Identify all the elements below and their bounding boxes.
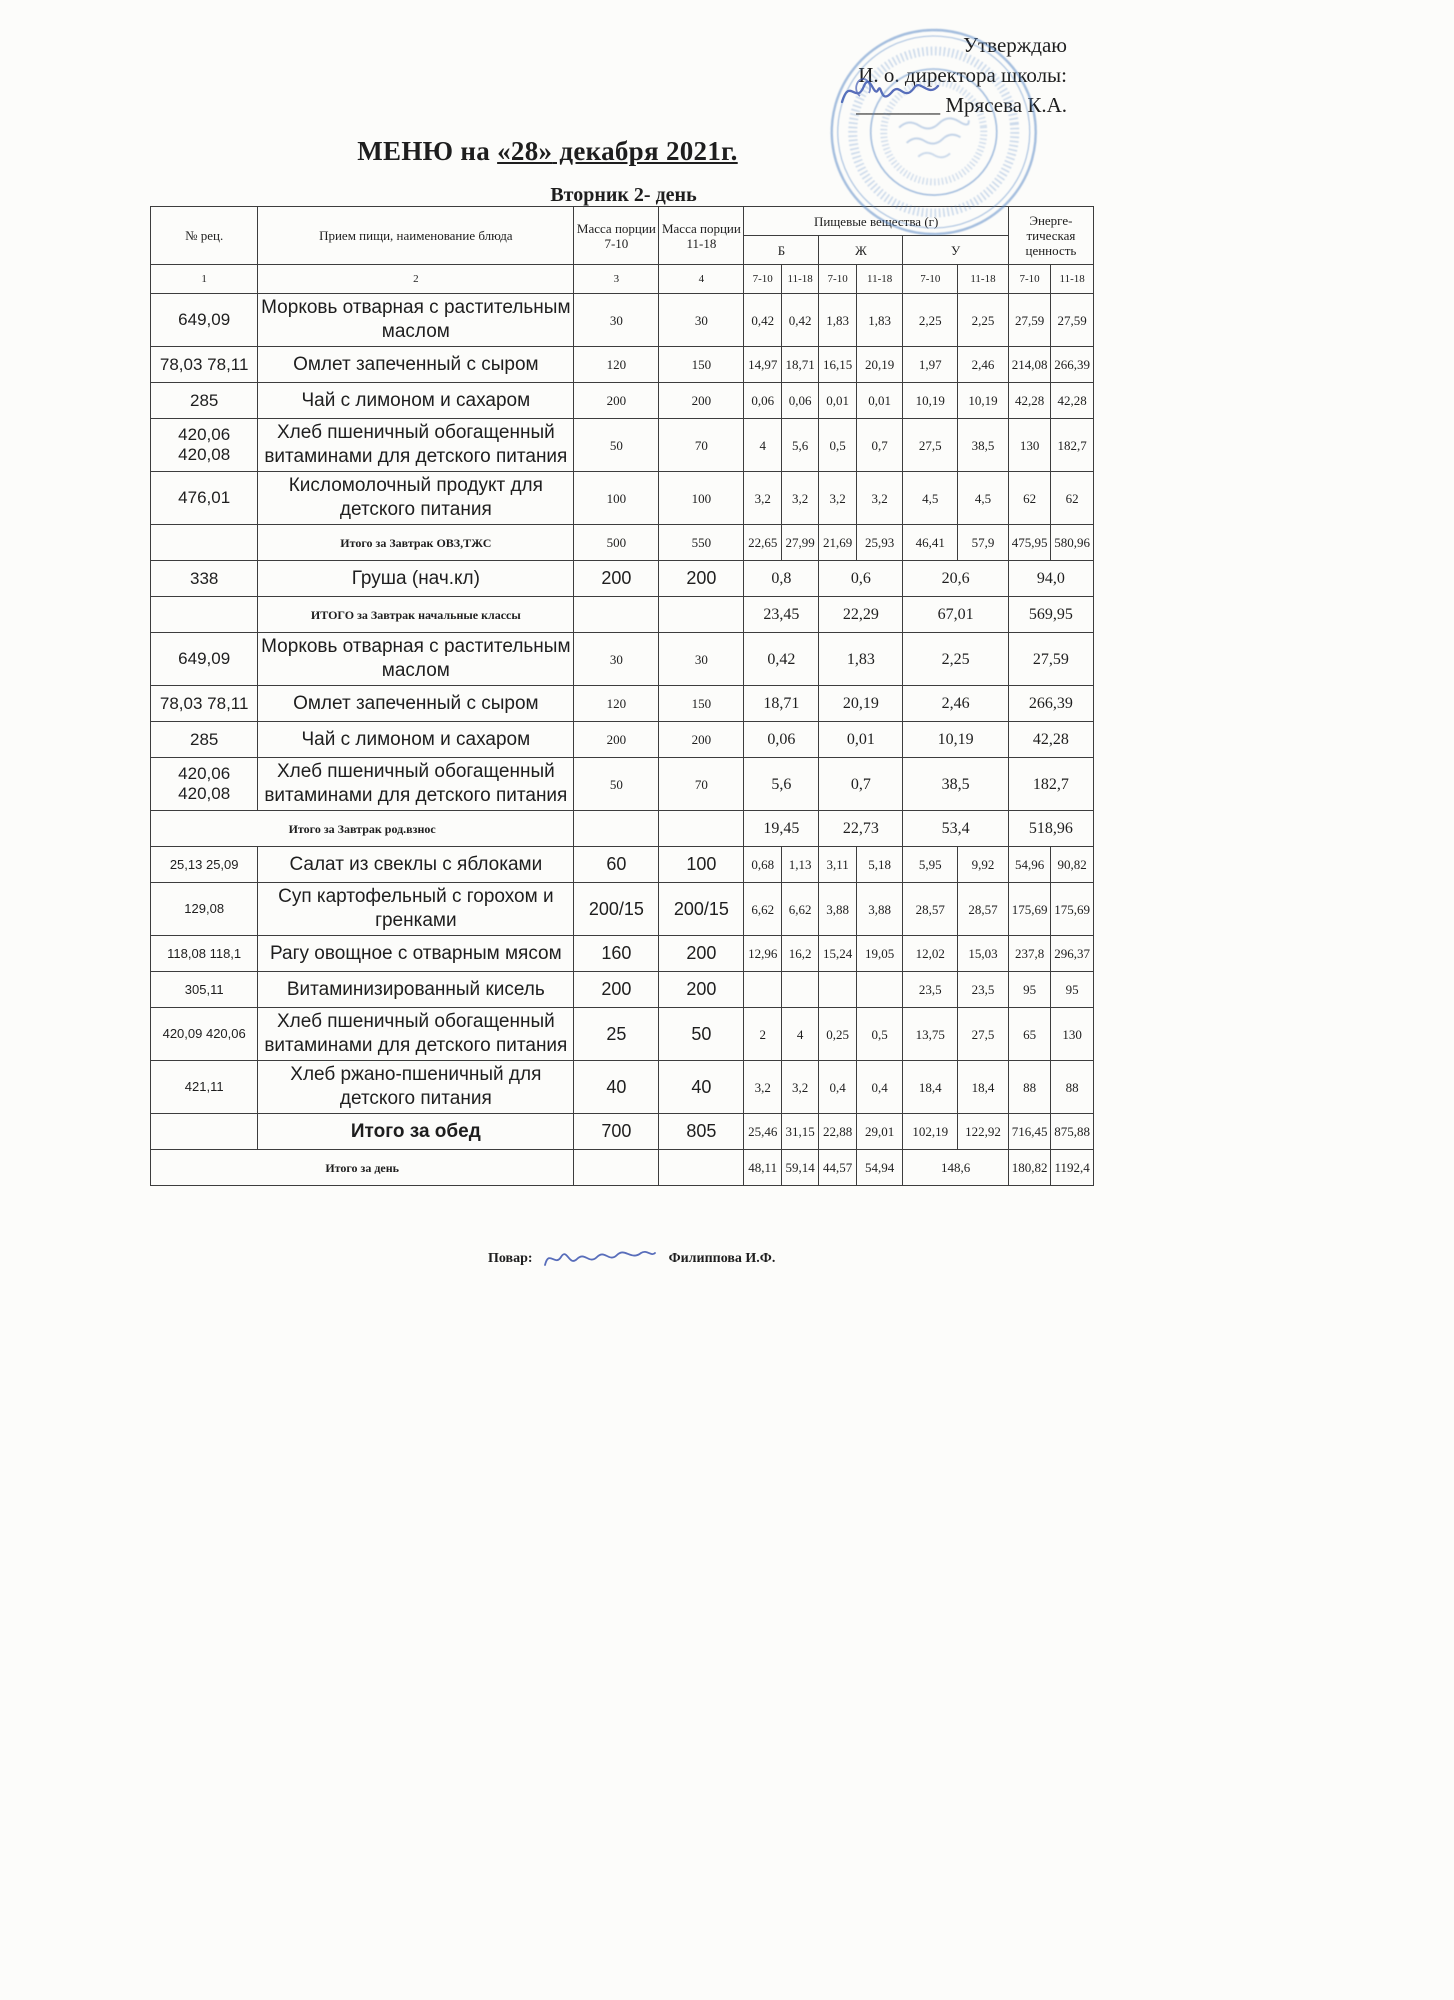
table-cell: 700 (574, 1114, 659, 1150)
table-cell: 3,2 (781, 472, 818, 525)
table-cell: 649,09 (151, 633, 258, 686)
table-cell: Хлеб пшеничный обогащенный витаминами для детского питания (258, 419, 574, 472)
table-cell: 200 (659, 561, 744, 597)
table-cell: 88 (1051, 1061, 1094, 1114)
table-cell: 102,19 (903, 1114, 958, 1150)
table-cell: 95 (1051, 972, 1094, 1008)
table-cell: 50 (659, 1008, 744, 1061)
table-cell: 25,93 (856, 525, 903, 561)
table-cell: 716,45 (1008, 1114, 1051, 1150)
table-cell: 100 (574, 472, 659, 525)
table-cell: 200 (574, 561, 659, 597)
table-cell: 2,46 (903, 686, 1008, 722)
table-cell: 150 (659, 686, 744, 722)
table-cell: 305,11 (151, 972, 258, 1008)
table-cell: 120 (574, 347, 659, 383)
table-cell: 5,6 (744, 758, 819, 811)
header-cell: 1 (151, 265, 258, 294)
table-cell: 266,39 (1008, 686, 1093, 722)
table-cell: 30 (574, 633, 659, 686)
director-signature (834, 68, 946, 114)
table-cell: 1,83 (819, 294, 856, 347)
day-subtitle: Вторник 2- день (550, 184, 697, 206)
table-cell: 175,69 (1008, 883, 1051, 936)
table-cell: 50 (574, 419, 659, 472)
table-cell (819, 972, 856, 1008)
header-cell: 11-18 (958, 265, 1009, 294)
table-row (151, 597, 1094, 633)
table-cell: 266,39 (1051, 347, 1094, 383)
table-cell: 28,57 (903, 883, 958, 936)
table-cell: Итого за Завтрак ОВЗ,ТЖС (258, 525, 574, 561)
table-cell (574, 811, 659, 847)
table-cell: 475,95 (1008, 525, 1051, 561)
table-cell: 0,68 (744, 847, 781, 883)
table-cell: 518,96 (1008, 811, 1093, 847)
table-cell: 1192,4 (1051, 1150, 1094, 1186)
table-cell: ИТОГО за Завтрак начальные классы (258, 597, 574, 633)
table-cell: 100 (659, 847, 744, 883)
table-cell: Итого за день (151, 1150, 574, 1186)
table-cell: Омлет запеченный с сыром (258, 347, 574, 383)
table-cell: 30 (659, 633, 744, 686)
table-cell: 200 (574, 383, 659, 419)
header-cell: У (903, 236, 1008, 265)
table-cell: 338 (151, 561, 258, 597)
table-row (151, 1150, 1094, 1186)
table-cell: 16,2 (781, 936, 818, 972)
cook-signature (541, 1243, 659, 1271)
menu-table-header (151, 207, 1094, 294)
table-cell: 476,01 (151, 472, 258, 525)
table-cell: 18,4 (903, 1061, 958, 1114)
table-cell: 285 (151, 383, 258, 419)
header-cell: Масса порции 7-10 (574, 207, 659, 265)
table-cell: 420,06 420,08 (151, 758, 258, 811)
table-cell (856, 972, 903, 1008)
header-cell: Прием пищи, наименование блюда (258, 207, 574, 265)
table-row (151, 883, 1094, 936)
table-cell: 0,06 (744, 383, 781, 419)
table-cell: 30 (659, 294, 744, 347)
table-cell: 22,73 (819, 811, 903, 847)
table-cell: Хлеб пшеничный обогащенный витаминами для детского питания (258, 758, 574, 811)
table-cell: 122,92 (958, 1114, 1009, 1150)
table-cell: 0,5 (856, 1008, 903, 1061)
table-cell: 48,11 (744, 1150, 781, 1186)
table-cell: 27,59 (1008, 294, 1051, 347)
table-cell: 5,95 (903, 847, 958, 883)
table-cell: 88 (1008, 1061, 1051, 1114)
table-cell: Итого за обед (258, 1114, 574, 1150)
table-cell: 40 (574, 1061, 659, 1114)
table-cell: 42,28 (1008, 383, 1051, 419)
table-row (151, 1114, 1094, 1150)
table-cell: 214,08 (1008, 347, 1051, 383)
table-cell: 95 (1008, 972, 1051, 1008)
menu-table-body (151, 294, 1094, 1186)
table-cell: 580,96 (1051, 525, 1094, 561)
table-cell: 0,4 (819, 1061, 856, 1114)
table-cell: 175,69 (1051, 883, 1094, 936)
table-row (151, 294, 1094, 347)
table-cell: 54,94 (856, 1150, 903, 1186)
table-cell: 27,5 (958, 1008, 1009, 1061)
table-cell: 67,01 (903, 597, 1008, 633)
table-cell: 12,02 (903, 936, 958, 972)
table-cell: 0,01 (819, 722, 903, 758)
table-row (151, 633, 1094, 686)
table-cell: 10,19 (903, 722, 1008, 758)
header-cell: 2 (258, 265, 574, 294)
header-cell: 7-10 (1008, 265, 1051, 294)
table-cell: 805 (659, 1114, 744, 1150)
table-cell: Чай с лимоном и сахаром (258, 722, 574, 758)
table-cell: 60 (574, 847, 659, 883)
table-row (151, 207, 1094, 236)
table-cell: 0,01 (819, 383, 856, 419)
table-cell: 57,9 (958, 525, 1009, 561)
table-cell: 18,71 (781, 347, 818, 383)
director-name: Мрясева К.А. (945, 93, 1067, 117)
header-cell: 11-18 (1051, 265, 1094, 294)
table-cell: 27,5 (903, 419, 958, 472)
table-cell: 200 (574, 972, 659, 1008)
table-cell (574, 1150, 659, 1186)
table-cell: 42,28 (1008, 722, 1093, 758)
table-cell: 5,18 (856, 847, 903, 883)
table-cell: Морковь отварная с растительным маслом (258, 294, 574, 347)
table-cell: 22,65 (744, 525, 781, 561)
header-cell: 7-10 (744, 265, 781, 294)
table-cell: 19,05 (856, 936, 903, 972)
cook-line (488, 1243, 775, 1275)
table-cell: 5,6 (781, 419, 818, 472)
table-cell: 46,41 (903, 525, 958, 561)
table-cell: 25,46 (744, 1114, 781, 1150)
table-row (151, 1008, 1094, 1061)
table-cell: 0,06 (781, 383, 818, 419)
table-cell (659, 1150, 744, 1186)
table-row (151, 472, 1094, 525)
table-cell: 19,45 (744, 811, 819, 847)
table-cell: 54,96 (1008, 847, 1051, 883)
signature-underline: ________ (856, 93, 941, 117)
table-cell: 28,57 (958, 883, 1009, 936)
table-cell (151, 1114, 258, 1150)
header-cell: 7-10 (903, 265, 958, 294)
table-cell (781, 972, 818, 1008)
table-cell: 0,6 (819, 561, 903, 597)
table-cell: 94,0 (1008, 561, 1093, 597)
cook-label: Повар: (488, 1251, 533, 1267)
table-cell: 875,88 (1051, 1114, 1094, 1150)
table-row (151, 811, 1094, 847)
table-cell: Хлеб пшеничный обогащенный витаминами для детского питания (258, 1008, 574, 1061)
title-date-number: «28» (497, 136, 553, 166)
table-cell: 9,92 (958, 847, 1009, 883)
table-cell (574, 597, 659, 633)
table-cell: 3,2 (781, 1061, 818, 1114)
table-row (151, 686, 1094, 722)
header-cell: Б (744, 236, 819, 265)
table-cell (659, 811, 744, 847)
table-cell: 160 (574, 936, 659, 972)
table-cell: 12,96 (744, 936, 781, 972)
table-cell: 3,2 (744, 1061, 781, 1114)
header-cell: Масса порции 11-18 (659, 207, 744, 265)
table-cell: 180,82 (1008, 1150, 1051, 1186)
table-cell: 420,06 420,08 (151, 419, 258, 472)
table-cell: 3,2 (819, 472, 856, 525)
table-cell: 10,19 (903, 383, 958, 419)
table-cell: 25,13 25,09 (151, 847, 258, 883)
title-date-rest: декабря 2021г. (552, 136, 738, 166)
table-cell: Омлет запеченный с сыром (258, 686, 574, 722)
table-row (151, 1061, 1094, 1114)
table-cell: 150 (659, 347, 744, 383)
header-cell: 4 (659, 265, 744, 294)
table-cell: 420,09 420,06 (151, 1008, 258, 1061)
table-cell: 23,5 (958, 972, 1009, 1008)
table-cell: 59,14 (781, 1150, 818, 1186)
table-cell: 3,11 (819, 847, 856, 883)
table-cell: Итого за Завтрак род.взнос (151, 811, 574, 847)
table-cell: 569,95 (1008, 597, 1093, 633)
table-cell: 1,83 (819, 633, 903, 686)
table-cell: 649,09 (151, 294, 258, 347)
table-cell: Салат из свеклы с яблоками (258, 847, 574, 883)
table-cell: 200 (659, 936, 744, 972)
table-cell: 4 (744, 419, 781, 472)
table-row (151, 419, 1094, 472)
table-cell: 65 (1008, 1008, 1051, 1061)
table-cell: 2,25 (903, 294, 958, 347)
header-cell: 3 (574, 265, 659, 294)
header-cell: Пищевые вещества (г) (744, 207, 1008, 236)
approval-line-1: Утверждаю (963, 33, 1067, 57)
table-cell: 200/15 (574, 883, 659, 936)
table-cell: 21,69 (819, 525, 856, 561)
table-row (151, 722, 1094, 758)
table-cell: 148,6 (903, 1150, 1008, 1186)
table-cell: 130 (1008, 419, 1051, 472)
table-cell: 18,71 (744, 686, 819, 722)
table-cell: Груша (нач.кл) (258, 561, 574, 597)
table-cell: 15,24 (819, 936, 856, 972)
table-cell: 22,29 (819, 597, 903, 633)
table-cell: 90,82 (1051, 847, 1094, 883)
table-cell: 13,75 (903, 1008, 958, 1061)
table-cell: 0,06 (744, 722, 819, 758)
table-cell: 100 (659, 472, 744, 525)
table-cell: Хлеб ржано-пшеничный для детского питания (258, 1061, 574, 1114)
table-cell: 23,45 (744, 597, 819, 633)
header-cell: 11-18 (856, 265, 903, 294)
table-cell: Кисломолочный продукт для детского питания (258, 472, 574, 525)
table-cell: 3,2 (744, 472, 781, 525)
table-row (151, 561, 1094, 597)
table-row (151, 383, 1094, 419)
header-cell: Энерге-тическая ценность (1008, 207, 1093, 265)
table-row (151, 847, 1094, 883)
table-cell: 70 (659, 419, 744, 472)
table-cell: 2,25 (958, 294, 1009, 347)
table-row (151, 347, 1094, 383)
table-cell (151, 525, 258, 561)
table-cell: 6,62 (781, 883, 818, 936)
table-cell: 53,4 (903, 811, 1008, 847)
table-cell: 20,19 (819, 686, 903, 722)
table-cell: 70 (659, 758, 744, 811)
table-cell (659, 597, 744, 633)
table-cell: 38,5 (958, 419, 1009, 472)
table-cell: 6,62 (744, 883, 781, 936)
table-cell: 2,46 (958, 347, 1009, 383)
table-cell (151, 597, 258, 633)
table-cell: 27,59 (1008, 633, 1093, 686)
table-cell: 40 (659, 1061, 744, 1114)
table-cell: Морковь отварная с растительным маслом (258, 633, 574, 686)
table-cell: 0,4 (856, 1061, 903, 1114)
title-pre: МЕНЮ на (357, 136, 498, 166)
table-cell: 0,7 (819, 758, 903, 811)
table-cell: 182,7 (1051, 419, 1094, 472)
table-cell: 23,5 (903, 972, 958, 1008)
approval-line-2: И. о. директора школы: (858, 63, 1067, 87)
table-row (151, 525, 1094, 561)
table-cell: 0,42 (744, 633, 819, 686)
table-cell: 0,5 (819, 419, 856, 472)
header-cell: 7-10 (819, 265, 856, 294)
table-cell: 18,4 (958, 1061, 1009, 1114)
table-row (151, 972, 1094, 1008)
table-cell: 200 (574, 722, 659, 758)
table-row (151, 936, 1094, 972)
table-cell: 421,11 (151, 1061, 258, 1114)
table-cell: 500 (574, 525, 659, 561)
menu-table (150, 206, 1094, 1186)
page-title (74, 136, 1021, 167)
table-cell: 78,03 78,11 (151, 347, 258, 383)
table-cell: 200/15 (659, 883, 744, 936)
table-cell: 4,5 (958, 472, 1009, 525)
table-cell: 285 (151, 722, 258, 758)
table-row (151, 265, 1094, 294)
table-cell: 78,03 78,11 (151, 686, 258, 722)
header-cell: Ж (819, 236, 903, 265)
table-cell: 3,88 (856, 883, 903, 936)
table-cell: 1,13 (781, 847, 818, 883)
table-cell: 25 (574, 1008, 659, 1061)
table-cell: 38,5 (903, 758, 1008, 811)
table-cell: 27,59 (1051, 294, 1094, 347)
table-cell: 3,88 (819, 883, 856, 936)
table-cell: 2 (744, 1008, 781, 1061)
table-cell: 0,01 (856, 383, 903, 419)
table-cell: 200 (659, 722, 744, 758)
table-row (151, 758, 1094, 811)
table-cell: 27,99 (781, 525, 818, 561)
table-cell: 29,01 (856, 1114, 903, 1150)
table-cell: 62 (1008, 472, 1051, 525)
table-cell: 0,42 (781, 294, 818, 347)
table-cell: 22,88 (819, 1114, 856, 1150)
table-cell: 0,42 (744, 294, 781, 347)
table-cell: 0,7 (856, 419, 903, 472)
header-cell: 11-18 (781, 265, 818, 294)
table-cell: 50 (574, 758, 659, 811)
table-cell: Рагу овощное с отварным мясом (258, 936, 574, 972)
table-cell: 296,37 (1051, 936, 1094, 972)
table-cell: 14,97 (744, 347, 781, 383)
table-cell: 15,03 (958, 936, 1009, 972)
table-cell: 0,25 (819, 1008, 856, 1061)
table-cell: 16,15 (819, 347, 856, 383)
table-cell: 182,7 (1008, 758, 1093, 811)
table-cell: 120 (574, 686, 659, 722)
table-cell: 31,15 (781, 1114, 818, 1150)
table-cell: 4,5 (903, 472, 958, 525)
table-cell: Суп картофельный с горохом и гренками (258, 883, 574, 936)
table-cell: 42,28 (1051, 383, 1094, 419)
table-cell: 20,19 (856, 347, 903, 383)
table-cell: 1,97 (903, 347, 958, 383)
table-cell: 62 (1051, 472, 1094, 525)
table-cell: 237,8 (1008, 936, 1051, 972)
table-cell: 3,2 (856, 472, 903, 525)
table-cell: 30 (574, 294, 659, 347)
table-cell: 129,08 (151, 883, 258, 936)
table-cell: 20,6 (903, 561, 1008, 597)
table-cell: 200 (659, 383, 744, 419)
table-cell: 1,83 (856, 294, 903, 347)
table-cell: 130 (1051, 1008, 1094, 1061)
table-cell: 118,08 118,1 (151, 936, 258, 972)
table-cell: 44,57 (819, 1150, 856, 1186)
table-cell: 2,25 (903, 633, 1008, 686)
table-cell: 0,8 (744, 561, 819, 597)
table-cell: 10,19 (958, 383, 1009, 419)
header-cell: № рец. (151, 207, 258, 265)
table-cell (744, 972, 781, 1008)
table-cell: Витаминизированный кисель (258, 972, 574, 1008)
table-cell: Чай с лимоном и сахаром (258, 383, 574, 419)
table-cell: 4 (781, 1008, 818, 1061)
cook-name: Филиппова И.Ф. (668, 1251, 776, 1267)
table-cell: 550 (659, 525, 744, 561)
table-cell: 200 (659, 972, 744, 1008)
